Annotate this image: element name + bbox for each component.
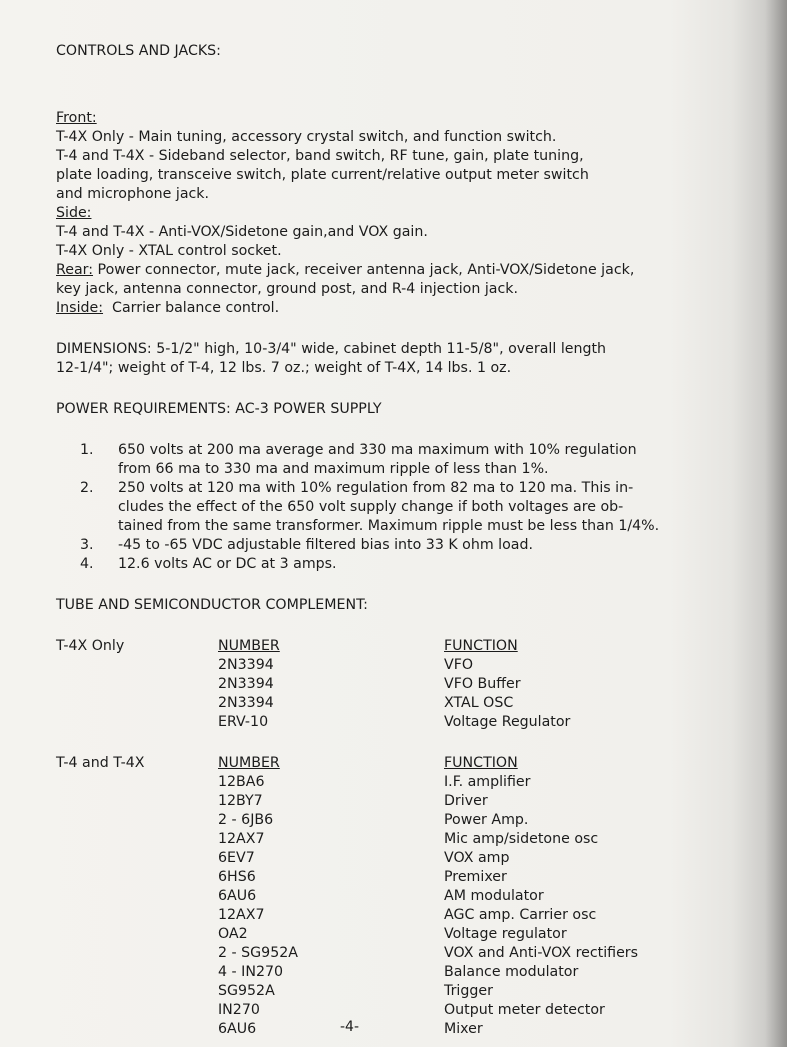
tube-function-cell: Trigger (444, 983, 493, 999)
column-header-number: NUMBER (218, 638, 280, 654)
inside-label: Inside: (56, 300, 104, 316)
list-item (56, 536, 746, 555)
page-number: -4- (340, 1019, 360, 1035)
table-row (56, 830, 746, 849)
tube-function-cell: Power Amp. (444, 812, 529, 828)
table-row (56, 849, 746, 868)
list-item (56, 441, 746, 479)
tube-number-cell: 12BA6 (218, 774, 265, 790)
t4x-tube-table (56, 637, 746, 732)
empty-cell (56, 792, 218, 811)
tube-number-cell: 4 - IN270 (218, 964, 284, 980)
rear-text-1: Power connector, mute jack, receiver antenna jack, Anti-VOX/Sidetone jack, (93, 262, 635, 278)
front-label: Front: (56, 110, 97, 126)
inside-line (56, 299, 746, 318)
power-heading: POWER REQUIREMENTS: AC-3 POWER SUPPLY (56, 401, 382, 417)
empty-cell (56, 849, 218, 868)
empty-cell (56, 811, 218, 830)
table-header-row (56, 754, 746, 773)
table-row (56, 1001, 746, 1020)
tube-function-cell: I.F. amplifier (444, 774, 531, 790)
item-line: from 66 ma to 330 ma and maximum ripple of less than 1%. (118, 461, 549, 477)
item-line: -45 to -65 VDC adjustable filtered bias into 33 K ohm load. (118, 537, 534, 553)
tube-function-cell: Driver (444, 793, 488, 809)
column-header-function: FUNCTION (444, 638, 518, 654)
empty-cell (56, 925, 218, 944)
empty-cell (56, 887, 218, 906)
tube-number-cell: IN270 (218, 1002, 260, 1018)
empty-cell (56, 868, 218, 887)
table-row (56, 694, 746, 713)
tube-number-cell: SG952A (218, 983, 275, 999)
tube-function-cell: VOX and Anti-VOX rectifiers (444, 945, 639, 961)
table-row (56, 656, 746, 675)
tube-number-cell: 12AX7 (218, 907, 265, 923)
tube-number-cell: 2N3394 (218, 676, 274, 692)
tube-function-cell: AGC amp. Carrier osc (444, 907, 597, 923)
front-t4x-line: T-4X Only - Main tuning, accessory crystal switch, and function switch. (56, 129, 557, 145)
tube-function-cell: Voltage regulator (444, 926, 567, 942)
table-row (56, 811, 746, 830)
controls-heading: CONTROLS AND JACKS: (56, 43, 221, 59)
tube-number-cell: 2N3394 (218, 657, 274, 673)
tube-function-cell: VFO (444, 657, 474, 673)
table-row (56, 982, 746, 1001)
front-section (56, 109, 746, 128)
table-row (56, 713, 746, 732)
empty-cell (56, 694, 218, 713)
side-line-2: T-4X Only - XTAL control socket. (56, 243, 282, 259)
tube-function-cell: XTAL OSC (444, 695, 514, 711)
empty-cell (56, 1001, 218, 1020)
table-row (56, 675, 746, 694)
empty-cell (56, 713, 218, 732)
table-row (56, 1020, 746, 1039)
tube-number-cell: 2 - SG952A (218, 945, 298, 961)
front-t4-line-3: and microphone jack. (56, 186, 210, 202)
tube-function-cell: Output meter detector (444, 1002, 605, 1018)
item-number: 3. (80, 537, 94, 553)
list-item (56, 479, 746, 536)
item-number: 1. (80, 442, 94, 458)
tube-function-cell: AM modulator (444, 888, 544, 904)
column-header-function: FUNCTION (444, 755, 518, 771)
empty-cell (56, 773, 218, 792)
empty-cell (56, 906, 218, 925)
dimensions-line-2: 12-1/4"; weight of T-4, 12 lbs. 7 oz.; weight of T-4X, 14 lbs. 1 oz. (56, 360, 512, 376)
table-row (56, 944, 746, 963)
tube-number-cell: 6EV7 (218, 850, 255, 866)
empty-cell (56, 982, 218, 1001)
tube-function-cell: Mixer (444, 1021, 483, 1037)
tubes-heading: TUBE AND SEMICONDUCTOR COMPLEMENT: (56, 597, 368, 613)
dimensions-line-1: DIMENSIONS: 5-1/2" high, 10-3/4" wide, cabinet depth 11-5/8", overall length (56, 341, 607, 357)
table-header-row (56, 637, 746, 656)
empty-cell (56, 1020, 218, 1039)
power-requirements-list (56, 441, 746, 574)
tube-function-cell: Mic amp/sidetone osc (444, 831, 599, 847)
tube-function-cell: VOX amp (444, 850, 510, 866)
group-label: T-4X Only (56, 638, 125, 654)
tube-number-cell: ERV-10 (218, 714, 269, 730)
t4-tube-table (56, 754, 746, 1039)
tube-number-cell: 2N3394 (218, 695, 274, 711)
rear-label: Rear: (56, 262, 94, 278)
table-row (56, 963, 746, 982)
item-number: 2. (80, 480, 94, 496)
side-line-1: T-4 and T-4X - Anti-VOX/Sidetone gain,and VOX gain. (56, 224, 428, 240)
rear-line-1 (56, 261, 746, 280)
side-label: Side: (56, 205, 92, 221)
tube-number-cell: 12BY7 (218, 793, 263, 809)
list-item (56, 555, 746, 574)
empty-cell (56, 944, 218, 963)
table-row (56, 868, 746, 887)
group-label: T-4 and T-4X (56, 755, 145, 771)
document-body (56, 42, 746, 1039)
item-line: 650 volts at 200 ma average and 330 ma maximum with 10% regulation (118, 442, 637, 458)
table-row (56, 925, 746, 944)
item-line: 12.6 volts AC or DC at 3 amps. (118, 556, 337, 572)
tube-number-cell: 6AU6 (218, 1021, 257, 1037)
table-row (56, 906, 746, 925)
item-line: 250 volts at 120 ma with 10% regulation from 82 ma to 120 ma. This in- (118, 480, 634, 496)
table-row (56, 887, 746, 906)
tube-number-cell: 2 - 6JB6 (218, 812, 274, 828)
empty-cell (56, 656, 218, 675)
table-row (56, 792, 746, 811)
empty-cell (56, 830, 218, 849)
rear-line-2: key jack, antenna connector, ground post, and R-4 injection jack. (56, 281, 519, 297)
tube-function-cell: Voltage Regulator (444, 714, 571, 730)
inside-text: Carrier balance control. (103, 300, 280, 316)
tube-function-cell: VFO Buffer (444, 676, 521, 692)
front-t4-line-1: T-4 and T-4X - Sideband selector, band switch, RF tune, gain, plate tuning, (56, 148, 584, 164)
front-t4-line-2: plate loading, transceive switch, plate current/relative output meter switch (56, 167, 589, 183)
tube-number-cell: 12AX7 (218, 831, 265, 847)
tube-number-cell: 6AU6 (218, 888, 257, 904)
empty-cell (56, 675, 218, 694)
side-section (56, 204, 746, 223)
tube-number-cell: 6HS6 (218, 869, 256, 885)
column-header-number: NUMBER (218, 755, 280, 771)
empty-cell (56, 963, 218, 982)
page-edge-shadow (765, 0, 787, 1047)
item-line: tained from the same transformer. Maximum ripple must be less than 1/4%. (118, 518, 660, 534)
item-line: cludes the effect of the 650 volt supply change if both voltages are ob- (118, 499, 624, 515)
tube-function-cell: Balance modulator (444, 964, 579, 980)
item-number: 4. (80, 556, 94, 572)
tube-function-cell: Premixer (444, 869, 507, 885)
table-row (56, 773, 746, 792)
tube-number-cell: OA2 (218, 926, 248, 942)
